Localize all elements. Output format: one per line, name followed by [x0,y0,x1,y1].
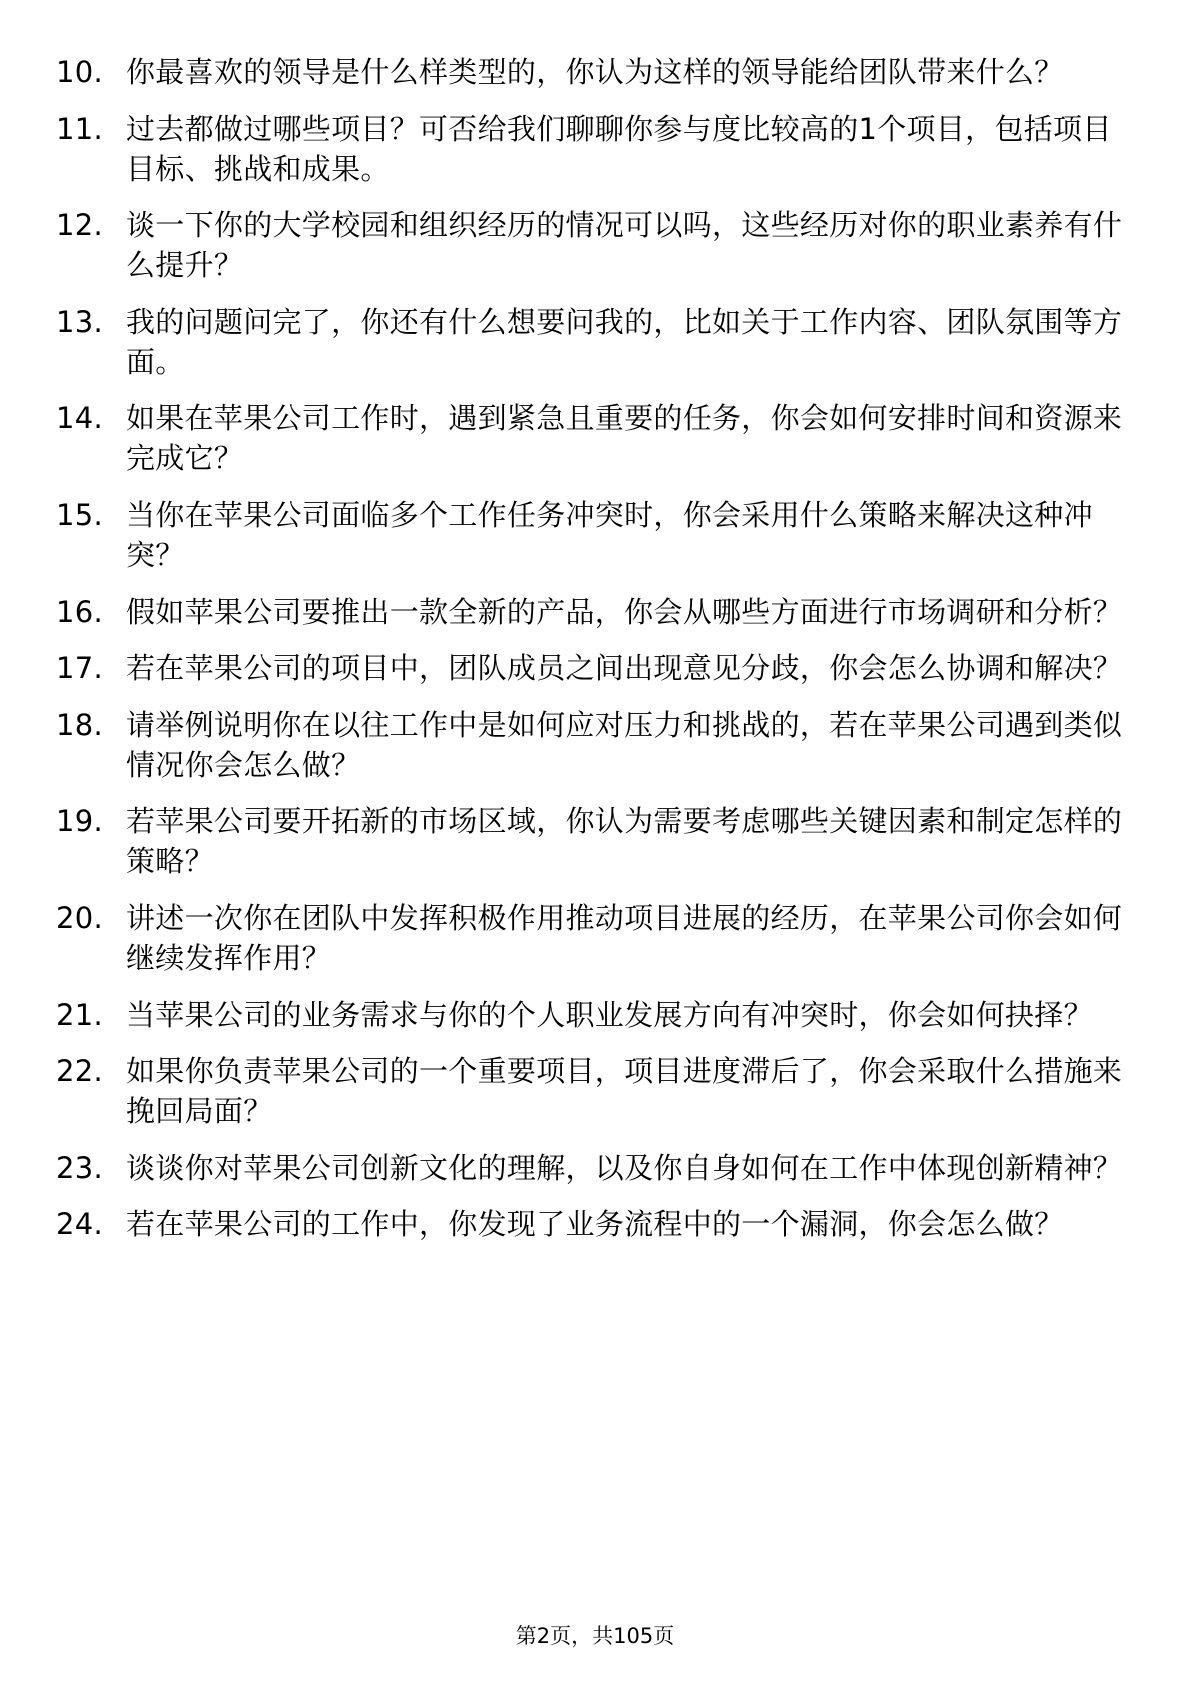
question-list [56,52,1126,1261]
question-item [56,109,1126,189]
question-item [56,1148,1126,1188]
question-number: 22. [56,1054,104,1089]
question-text: 当你在苹果公司面临多个工作任务冲突时，你会采用什么策略来解决这种冲突？ [126,497,1093,572]
question-text: 如果在苹果公司工作时，遇到紧急且重要的任务，你会如何安排时间和资源来完成它？ [126,401,1123,476]
question-text: 若在苹果公司的工作中，你发现了业务流程中的一个漏洞，你会怎么做？ [126,1207,1064,1242]
question-text: 谈一下你的大学校园和组织经历的情况可以吗，这些经历对你的职业素养有什么提升？ [126,208,1123,283]
question-text: 你最喜欢的领导是什么样类型的，你认为这样的领导能给团队带来什么？ [126,55,1064,89]
question-text: 如果你负责苹果公司的一个重要项目，项目进度滞后了，你会采取什么措施来挽回局面？ [126,1054,1123,1129]
question-item [56,898,1126,978]
question-number: 12. [56,208,104,243]
question-number: 10. [56,55,104,89]
question-text: 讲述一次你在团队中发挥积极作用推动项目进展的经历，在苹果公司你会如何继续发挥作用？ [126,900,1123,975]
question-number: 13. [56,304,104,339]
question-number: 23. [56,1150,104,1185]
question-item [56,205,1126,285]
question-number: 16. [56,594,104,629]
question-text: 若苹果公司要开拓新的市场区域，你认为需要考虑哪些关键因素和制定怎样的策略？ [126,804,1123,879]
question-number: 24. [56,1207,104,1242]
question-text: 我的问题问完了，你还有什么想要问我的，比如关于工作内容、团队氛围等方面。 [126,304,1123,379]
question-number: 21. [56,997,104,1032]
question-item [56,1051,1126,1131]
question-item [56,995,1126,1035]
question-number: 15. [56,497,104,532]
question-text: 若在苹果公司的项目中，团队成员之间出现意见分歧，你会怎么协调和解决？ [126,651,1123,686]
question-item [56,398,1126,478]
question-number: 14. [56,401,104,436]
question-text: 谈谈你对苹果公司创新文化的理解，以及你自身如何在工作中体现创新精神？ [126,1150,1123,1185]
question-number: 18. [56,707,104,742]
question-number: 17. [56,651,104,686]
question-item [56,52,1126,92]
question-item [56,705,1126,785]
question-item [56,801,1126,881]
question-item [56,648,1126,688]
question-number: 11. [56,111,104,146]
page-footer [0,1622,1190,1650]
question-number: 19. [56,804,104,839]
question-item [56,592,1126,632]
question-text: 当苹果公司的业务需求与你的个人职业发展方向有冲突时，你会如何抉择？ [126,997,1093,1032]
question-text: 请举例说明你在以往工作中是如何应对压力和挑战的，若在苹果公司遇到类似情况你会怎么做？ [126,707,1123,782]
question-number: 20. [56,900,104,935]
question-item [56,1204,1126,1244]
page-number-label: 第2页，共105页 [515,1624,675,1648]
question-item [56,302,1126,382]
question-item [56,495,1126,575]
question-text: 假如苹果公司要推出一款全新的产品，你会从哪些方面进行市场调研和分析？ [126,594,1123,629]
question-text: 过去都做过哪些项目？可否给我们聊聊你参与度比较高的1个项目，包括项目目标、挑战和成果。 [126,111,1112,186]
